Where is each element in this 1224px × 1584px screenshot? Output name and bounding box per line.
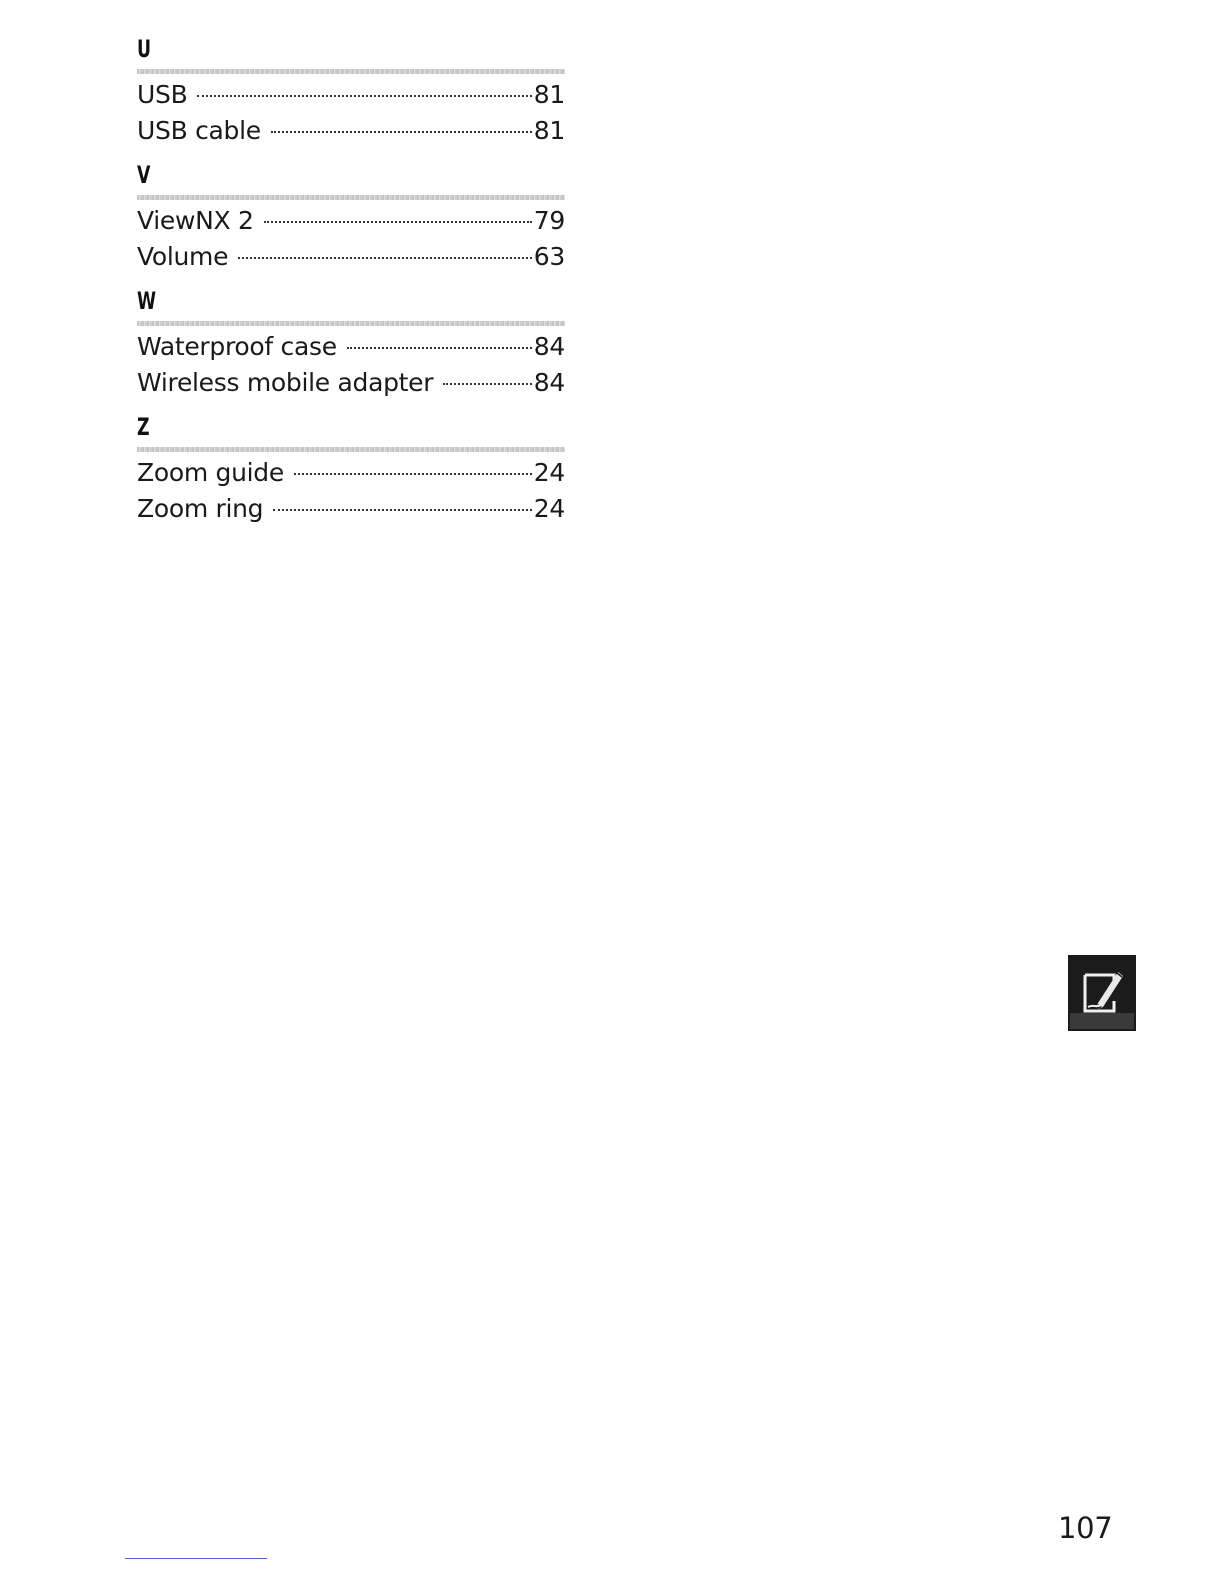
- index-section-v: [137, 158, 565, 274]
- entry-page-number: 24: [533, 493, 565, 523]
- entry-page-number: 24: [533, 458, 565, 487]
- index-entry: [137, 113, 565, 149]
- index-entry: [137, 203, 565, 239]
- section-letter: Z: [137, 413, 150, 441]
- entry-term: USB cable: [137, 115, 261, 145]
- entry-page-number: 81: [533, 80, 565, 109]
- section-letter: V: [137, 161, 151, 189]
- index-entry: [137, 239, 565, 275]
- entry-term: ViewNX 2: [137, 206, 254, 235]
- entry-page-number: 81: [533, 115, 565, 145]
- index-entry: [137, 455, 565, 491]
- section-letter: U: [137, 35, 152, 63]
- dot-leader: [347, 347, 532, 349]
- dot-leader: [443, 383, 532, 385]
- entry-page-number: 63: [533, 241, 565, 271]
- dot-leader: [271, 131, 532, 133]
- dot-leader: [294, 473, 532, 475]
- entry-term: Zoom guide: [137, 458, 284, 487]
- section-letter: W: [137, 287, 157, 315]
- entry-page-number: 84: [533, 367, 565, 397]
- index-entry: [137, 491, 565, 527]
- index-entry: [137, 365, 565, 401]
- index-section-u: [137, 32, 565, 148]
- index-entry: [137, 77, 565, 113]
- dot-leader: [264, 221, 532, 223]
- section-divider: [137, 447, 565, 452]
- entry-term: Volume: [137, 241, 229, 271]
- dot-leader: [197, 95, 531, 97]
- entry-term: Wireless mobile adapter: [137, 367, 434, 397]
- page-number: 107: [1058, 1511, 1113, 1545]
- entry-term: USB: [137, 80, 188, 109]
- section-divider: [137, 321, 565, 326]
- section-divider: [137, 69, 565, 74]
- footer-divider: [125, 1558, 267, 1559]
- index-section-z: [137, 410, 565, 526]
- index-entry: [137, 329, 565, 365]
- index-section-w: [137, 284, 565, 400]
- index-list: [137, 32, 565, 536]
- entry-page-number: 84: [533, 332, 565, 361]
- section-divider: [137, 195, 565, 200]
- entry-page-number: 79: [533, 206, 565, 235]
- pencil-document-icon: [1068, 955, 1136, 1031]
- dot-leader: [273, 509, 532, 511]
- dot-leader: [238, 257, 532, 259]
- entry-term: Zoom ring: [137, 493, 264, 523]
- entry-term: Waterproof case: [137, 332, 337, 361]
